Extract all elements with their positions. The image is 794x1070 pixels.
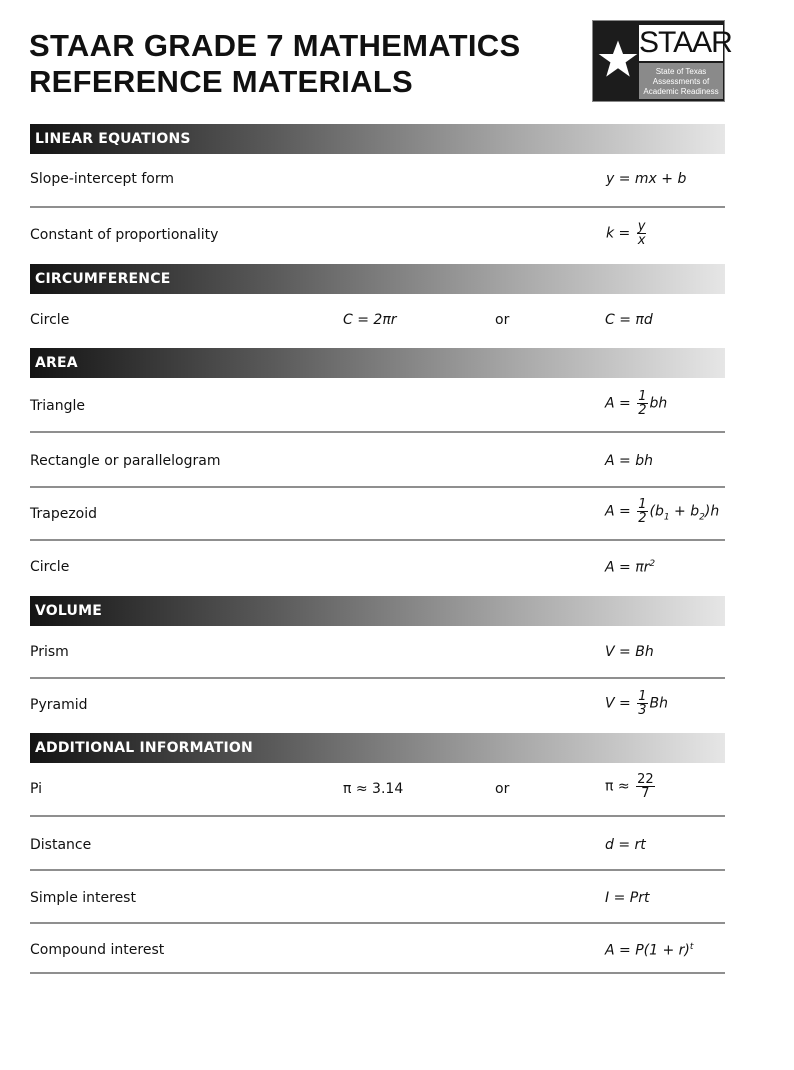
row-label: Pyramid	[30, 697, 88, 713]
formula-part: + b	[669, 503, 700, 520]
formula-lhs: A = P(1 + r)	[605, 942, 690, 959]
row-label: Circle	[30, 312, 70, 328]
section-header-circumference: CIRCUMFERENCE	[30, 264, 725, 294]
formula-rhs: Bh	[649, 695, 668, 712]
formula-lhs: k =	[606, 225, 631, 242]
title-line-2: REFERENCE MATERIALS	[29, 64, 414, 99]
formula-part: (b	[649, 503, 664, 520]
formula	[606, 220, 648, 247]
formula: V = Bh	[605, 644, 654, 660]
divider	[30, 677, 725, 679]
fraction	[637, 498, 647, 525]
page-title	[29, 28, 589, 100]
formula-1: π ≈ 3.14	[343, 781, 404, 797]
formula	[605, 690, 668, 717]
formula	[605, 559, 655, 576]
superscript: 2	[649, 559, 656, 569]
subscript: 1	[663, 512, 670, 523]
denominator: x	[637, 233, 646, 248]
divider	[30, 869, 725, 871]
logo-tagline-2: Assessments of	[652, 77, 710, 86]
denominator: 3	[638, 703, 647, 718]
or-text: or	[495, 781, 510, 797]
superscript: t	[689, 942, 694, 952]
denominator: 7	[641, 786, 650, 801]
fraction	[637, 390, 647, 417]
row-label: Compound interest	[30, 942, 165, 958]
divider	[30, 922, 725, 924]
fraction	[636, 773, 655, 800]
star-icon	[597, 38, 639, 80]
formula: A = bh	[605, 453, 653, 469]
section-header-additional-information: ADDITIONAL INFORMATION	[30, 733, 725, 763]
logo-tagline-1: State of Texas	[655, 67, 707, 76]
logo-tagline-3: Academic Readiness	[643, 87, 719, 96]
numerator: 1	[638, 389, 647, 404]
formula-1: C = 2πr	[343, 312, 397, 328]
row-label: Simple interest	[30, 890, 136, 906]
row-label: Pi	[30, 781, 43, 797]
formula	[605, 942, 693, 959]
row-label: Triangle	[30, 398, 85, 414]
formula-2	[605, 773, 657, 800]
or-text: or	[495, 312, 510, 328]
formula	[605, 390, 667, 417]
denominator: 2	[638, 403, 647, 418]
fraction	[637, 690, 647, 717]
formula-part: )h	[704, 503, 720, 520]
divider	[30, 486, 725, 488]
section-header-linear-equations: LINEAR EQUATIONS	[30, 124, 725, 154]
subscript: 2	[699, 512, 705, 523]
denominator: 2	[638, 511, 647, 526]
formula-lhs: π ≈	[605, 778, 630, 795]
row-label: Trapezoid	[30, 506, 98, 522]
logo-wordmark: STAAR	[639, 26, 732, 59]
row-label: Distance	[30, 837, 92, 853]
numerator: 1	[638, 689, 647, 704]
logo-tagline	[639, 63, 723, 99]
formula-rhs: bh	[649, 395, 668, 412]
formula: y = mx + b	[606, 171, 687, 187]
formula-2: C = πd	[605, 312, 653, 328]
formula-lhs: A =	[605, 395, 631, 412]
row-label: Circle	[30, 559, 70, 575]
formula	[605, 498, 719, 525]
section-header-area: AREA	[30, 348, 725, 378]
formula-lhs: A = πr	[605, 559, 650, 576]
numerator: 1	[638, 497, 647, 512]
row-label: Rectangle or parallelogram	[30, 453, 221, 469]
section-header-volume: VOLUME	[30, 596, 725, 626]
row-label: Constant of proportionality	[30, 227, 219, 243]
divider	[30, 539, 725, 541]
row-label: Slope-intercept form	[30, 171, 174, 187]
staar-logo	[592, 20, 732, 102]
row-label: Prism	[30, 644, 69, 660]
divider	[30, 206, 725, 208]
formula: I = Prt	[605, 890, 650, 906]
fraction	[637, 220, 647, 247]
divider	[30, 815, 725, 817]
numerator: 22	[637, 772, 654, 787]
formula: d = rt	[605, 837, 646, 853]
title-line-1: STAAR GRADE 7 MATHEMATICS	[29, 28, 521, 63]
formula-lhs: A =	[605, 503, 631, 520]
numerator: y	[637, 219, 646, 234]
divider	[30, 431, 725, 433]
formula-lhs: V =	[605, 695, 631, 712]
divider	[30, 972, 725, 974]
